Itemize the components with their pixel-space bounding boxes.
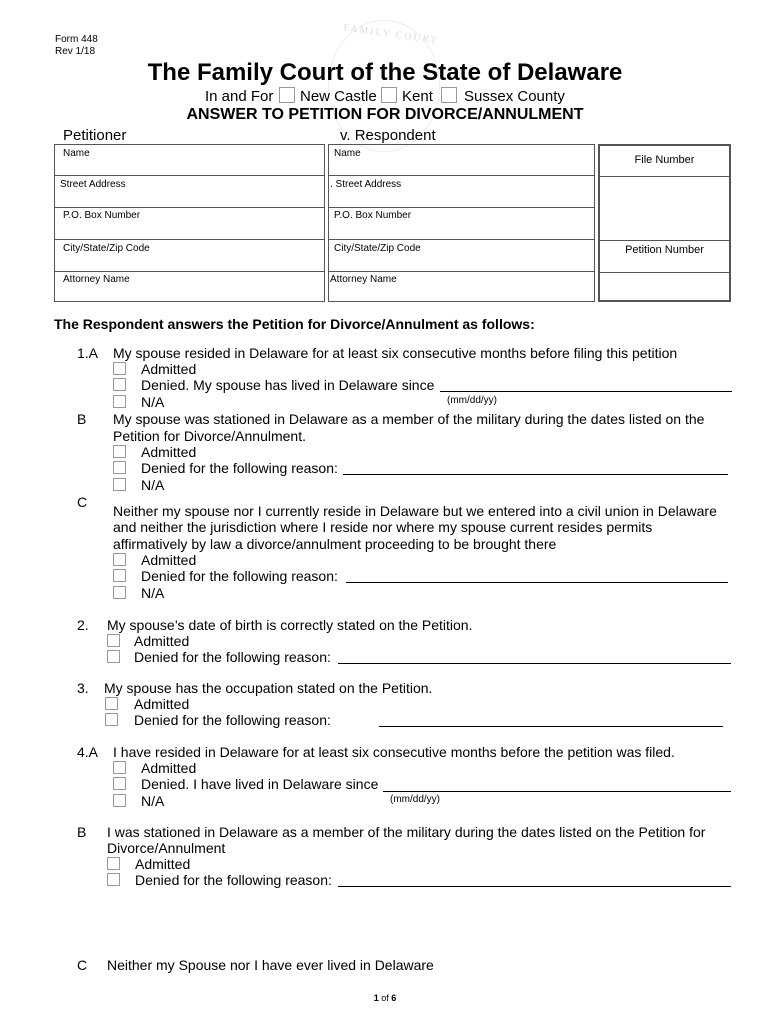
q3-number: 3. (77, 680, 89, 696)
file-number-label: File Number (634, 154, 695, 166)
q4b-line1: I was stationed in Delaware as a member of the military during the dates listed on the Petition for (107, 824, 706, 840)
q2-text: My spouse’s date of birth is correctly stated on the Petition. (107, 617, 473, 633)
document-title: ANSWER TO PETITION FOR DIVORCE/ANNULMENT (186, 106, 584, 123)
petitioner-name-field[interactable]: Name (63, 148, 90, 159)
sussex-checkbox[interactable] (441, 87, 457, 103)
q1a-na-label: N/A (141, 394, 165, 410)
q4a-admitted-label: Admitted (141, 760, 197, 776)
q1b-na-label: N/A (141, 477, 165, 493)
petition-number-label: Petition Number (625, 244, 704, 256)
q1b-denied-label: Denied for the following reason: (141, 460, 338, 476)
q4a-number: 4.A (77, 744, 99, 760)
new-castle-label: New Castle (300, 88, 377, 105)
q1a-denied-checkbox[interactable] (113, 378, 126, 391)
q2-admitted-label: Admitted (134, 633, 190, 649)
petitioner-pobox-field[interactable]: P.O. Box Number (63, 210, 141, 221)
petitioner-label: Petitioner (63, 127, 127, 144)
q4b-denied-label: Denied for the following reason: (135, 872, 332, 888)
file-number-field[interactable] (600, 178, 729, 238)
form-rev: Rev 1/18 (55, 46, 96, 57)
q4a-text: I have resided in Delaware for at least six consecutive months before the petition was filed. (113, 744, 675, 760)
intro-text: The Respondent answers the Petition for Divorce/Annulment as follows: (54, 316, 535, 332)
q1c-admitted-checkbox[interactable] (113, 553, 126, 566)
q1c-na-checkbox[interactable] (113, 586, 126, 599)
q1c-denied-checkbox[interactable] (113, 569, 126, 582)
q4a-na-label: N/A (141, 793, 165, 809)
respondent-attorney-field[interactable]: Attorney Name (330, 274, 397, 285)
respondent-pobox-field[interactable]: P.O. Box Number (334, 210, 412, 221)
q3-denied-label: Denied for the following reason: (134, 712, 331, 728)
q3-reason-line[interactable] (379, 726, 723, 727)
q4a-admitted-checkbox[interactable] (113, 761, 126, 774)
petitioner-city-field[interactable]: City/State/Zip Code (63, 243, 150, 254)
q1b-admitted-checkbox[interactable] (113, 445, 126, 458)
in-and-for-label: In and For (205, 88, 274, 105)
page-current: 1 (373, 993, 379, 1003)
kent-checkbox[interactable] (381, 87, 397, 103)
q1c-denied-label: Denied for the following reason: (141, 568, 338, 584)
q1c-number: C (77, 494, 88, 510)
q1a-admitted-label: Admitted (141, 361, 197, 377)
petitioner-table (54, 144, 325, 302)
q1b-admitted-label: Admitted (141, 444, 197, 460)
q4a-date-line[interactable] (383, 791, 731, 792)
q1b-na-checkbox[interactable] (113, 478, 126, 491)
court-title: The Family Court of the State of Delaware (147, 59, 623, 86)
q4c-text: Neither my Spouse nor I have ever lived in Delaware (107, 957, 434, 973)
q4b-denied-checkbox[interactable] (107, 873, 120, 886)
q4a-denied-label: Denied. I have lived in Delaware since (141, 776, 379, 792)
q4a-na-checkbox[interactable] (113, 794, 126, 807)
respondent-label: v. Respondent (340, 127, 436, 144)
respondent-name-field[interactable]: Name (334, 148, 361, 159)
page-indicator (0, 993, 770, 1003)
q4a-denied-checkbox[interactable] (113, 777, 126, 790)
seal-text: FAMILY COURT (342, 22, 440, 47)
q3-admitted-checkbox[interactable] (105, 697, 118, 710)
page-of: of (381, 993, 389, 1003)
q2-denied-label: Denied for the following reason: (134, 649, 331, 665)
page-total: 6 (391, 993, 397, 1003)
q1b-denied-checkbox[interactable] (113, 461, 126, 474)
q2-admitted-checkbox[interactable] (107, 634, 120, 647)
q1b-line2: Petition for Divorce/Annulment. (113, 428, 306, 444)
q3-text: My spouse has the occupation stated on the Petition. (104, 680, 433, 696)
q1c-line2: and neither the jurisdiction where I reside nor where my spouse current resides permits (113, 519, 653, 535)
q1c-line3: affirmatively by law a divorce/annulment proceeding to be brought there (113, 536, 557, 552)
q4b-number: B (77, 824, 87, 840)
q4b-admitted-label: Admitted (135, 856, 191, 872)
q1a-denied-label: Denied. My spouse has lived in Delaware since (141, 377, 435, 393)
q4b-admitted-checkbox[interactable] (107, 857, 120, 870)
form-number: Form 448 (55, 34, 98, 45)
petitioner-street-field[interactable]: Street Address (60, 179, 126, 190)
case-number-table (598, 144, 731, 302)
q1a-text: My spouse resided in Delaware for at least six consecutive months before filing this petition (113, 345, 678, 361)
q3-admitted-label: Admitted (134, 696, 190, 712)
q3-denied-checkbox[interactable] (105, 713, 118, 726)
respondent-table (328, 144, 595, 302)
petition-number-field[interactable] (600, 274, 729, 300)
q4b-line2: Divorce/Annulment (107, 840, 226, 856)
q1a-date-line[interactable] (440, 391, 732, 392)
q1c-na-label: N/A (141, 585, 165, 601)
q1b-number: B (77, 411, 87, 427)
q1c-reason-line[interactable] (346, 582, 728, 583)
kent-label: Kent (402, 88, 433, 105)
q1b-line1: My spouse was stationed in Delaware as a member of the military during the dates listed on the (113, 411, 705, 427)
q1a-number: 1.A (77, 345, 99, 361)
q2-number: 2. (77, 617, 89, 633)
new-castle-checkbox[interactable] (279, 87, 295, 103)
petitioner-attorney-field[interactable]: Attorney Name (63, 274, 130, 285)
q1c-admitted-label: Admitted (141, 552, 197, 568)
q1a-admitted-checkbox[interactable] (113, 362, 126, 375)
q1b-reason-line[interactable] (343, 474, 728, 475)
respondent-city-field[interactable]: City/State/Zip Code (334, 243, 421, 254)
q1a-na-checkbox[interactable] (113, 395, 126, 408)
respondent-street-field[interactable]: . Street Address (330, 179, 402, 190)
q4b-reason-line[interactable] (338, 886, 731, 887)
q1a-date-hint: (mm/dd/yy) (447, 395, 497, 406)
q4a-date-hint: (mm/dd/yy) (390, 794, 440, 805)
q1c-line1: Neither my spouse nor I currently reside in Delaware but we entered into a civil union in Delaware (113, 503, 717, 519)
q2-reason-line[interactable] (338, 663, 731, 664)
sussex-label: Sussex County (464, 88, 565, 105)
q2-denied-checkbox[interactable] (107, 650, 120, 663)
q4c-number: C (77, 957, 88, 973)
